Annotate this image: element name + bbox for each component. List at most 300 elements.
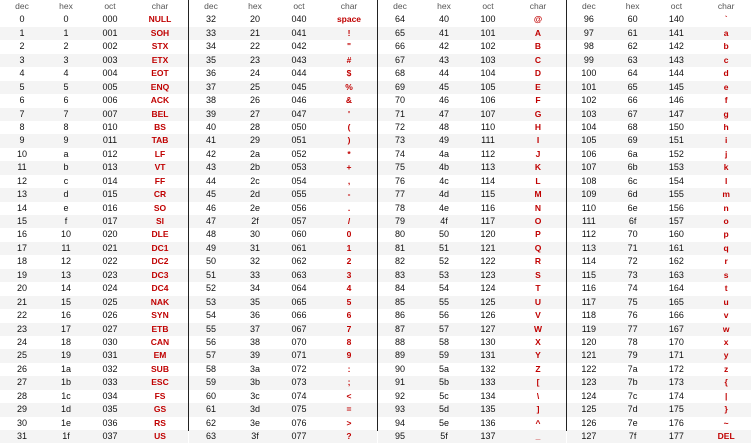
char-cell: ? — [346, 431, 352, 441]
dec-cell: 43 — [205, 162, 216, 173]
char-cell: LF — [154, 148, 166, 159]
dec-cell: 21 — [16, 296, 27, 307]
dec-cell: 42 — [205, 148, 216, 159]
table-row — [0, 54, 188, 67]
oct-cell: 000 — [102, 14, 118, 25]
table-row — [189, 269, 377, 282]
hex-cell: 3c — [250, 390, 260, 401]
char-cell: STX — [151, 41, 169, 52]
char-cell: 5 — [346, 296, 352, 307]
table-row — [378, 134, 566, 147]
char-cell: , — [347, 175, 351, 186]
table-row — [0, 323, 188, 336]
table-row — [189, 363, 377, 376]
char-cell: c — [723, 54, 729, 65]
oct-cell: 171 — [668, 350, 684, 361]
oct-cell: 130 — [480, 336, 496, 347]
table-row — [567, 81, 751, 94]
char-cell: { — [724, 377, 728, 388]
hex-cell: 54 — [438, 283, 449, 294]
hex-cell: 5 — [63, 81, 69, 92]
table-row — [189, 202, 377, 215]
table-row — [0, 417, 188, 430]
hex-cell: 58 — [438, 336, 449, 347]
dec-cell: 35 — [205, 54, 216, 65]
oct-cell: 045 — [291, 81, 307, 92]
char-cell: ^ — [535, 417, 541, 428]
char-cell: j — [724, 148, 728, 159]
oct-cell: 011 — [102, 135, 118, 146]
table-row — [567, 175, 751, 188]
dec-cell: 127 — [581, 431, 597, 441]
char-cell: F — [535, 95, 541, 106]
char-cell: x — [723, 336, 729, 347]
hex-cell: 4b — [438, 162, 449, 173]
char-cell: . — [347, 202, 351, 213]
dec-cell: 86 — [394, 310, 405, 321]
table-row — [378, 161, 566, 174]
dec-cell: 31 — [16, 431, 27, 441]
hex-cell: 4a — [438, 148, 449, 159]
table-row — [189, 54, 377, 67]
oct-cell: 041 — [291, 27, 307, 38]
oct-cell: 014 — [102, 175, 118, 186]
table-row — [378, 336, 566, 349]
dec-cell: 56 — [205, 336, 216, 347]
char-cell: G — [534, 108, 542, 119]
dec-cell: 65 — [394, 27, 405, 38]
dec-cell: 84 — [394, 283, 405, 294]
table-row — [567, 202, 751, 215]
hex-cell: 60 — [627, 14, 638, 25]
table-row — [567, 309, 751, 322]
dec-cell: 53 — [205, 296, 216, 307]
char-cell: @ — [533, 14, 543, 25]
dec-cell: 105 — [581, 135, 597, 146]
hex-cell: 7b — [627, 377, 638, 388]
hex-cell: 62 — [627, 41, 638, 52]
oct-cell: 052 — [291, 148, 307, 159]
column-header: oct — [104, 1, 116, 11]
oct-cell: 022 — [102, 256, 118, 267]
oct-cell: 127 — [480, 323, 496, 334]
char-cell: + — [346, 162, 352, 173]
hex-cell: 39 — [249, 350, 260, 361]
dec-cell: 78 — [394, 202, 405, 213]
table-row — [189, 134, 377, 147]
char-cell: SYN — [151, 310, 169, 321]
oct-cell: 165 — [668, 296, 684, 307]
table-row — [0, 27, 188, 40]
hex-cell: 5c — [439, 390, 449, 401]
dec-cell: 97 — [583, 27, 594, 38]
dec-cell: 4 — [19, 68, 25, 79]
hex-cell: 28 — [249, 121, 260, 132]
hex-cell: 7e — [627, 417, 638, 428]
dec-cell: 50 — [205, 256, 216, 267]
char-cell: > — [346, 417, 352, 428]
hex-cell: 37 — [249, 323, 260, 334]
hex-cell: 3a — [249, 363, 260, 374]
dec-cell: 118 — [581, 310, 597, 321]
char-cell: NAK — [150, 296, 170, 307]
header-row — [378, 0, 566, 13]
char-cell: ; — [347, 377, 351, 388]
column-header: hex — [625, 1, 640, 11]
char-cell: _ — [535, 431, 541, 441]
dec-cell: 33 — [205, 27, 216, 38]
dec-cell: 22 — [16, 310, 27, 321]
char-cell: 3 — [346, 269, 352, 280]
hex-cell: 13 — [60, 269, 71, 280]
oct-cell: 050 — [291, 121, 307, 132]
char-cell: [ — [536, 377, 540, 388]
table-row — [567, 417, 751, 430]
table-row — [567, 188, 751, 201]
hex-cell: 48 — [438, 121, 449, 132]
oct-cell: 037 — [102, 431, 118, 441]
table-row — [0, 269, 188, 282]
char-cell: 4 — [346, 283, 352, 294]
char-cell: # — [346, 54, 352, 65]
char-cell: \ — [536, 390, 540, 401]
oct-cell: 006 — [102, 95, 118, 106]
char-cell: z — [724, 363, 729, 374]
dec-cell: 111 — [582, 216, 596, 226]
dec-cell: 38 — [205, 95, 216, 106]
oct-cell: 067 — [291, 323, 307, 334]
dec-cell: 98 — [583, 41, 594, 52]
char-cell: W — [533, 323, 543, 334]
table-row — [378, 175, 566, 188]
table-row — [0, 13, 188, 26]
oct-cell: 122 — [480, 256, 496, 267]
dec-cell: 77 — [394, 189, 405, 200]
hex-cell: 41 — [438, 27, 449, 38]
column-header: dec — [582, 1, 596, 11]
char-cell: g — [723, 108, 729, 119]
oct-cell: 141 — [668, 27, 684, 38]
char-cell: EOT — [151, 68, 169, 79]
hex-cell: 59 — [438, 350, 449, 361]
oct-cell: 010 — [102, 121, 118, 132]
table-row — [567, 282, 751, 295]
hex-cell: 4c — [439, 175, 449, 186]
char-cell: e — [723, 81, 729, 92]
oct-cell: 053 — [291, 162, 307, 173]
ascii-block — [377, 0, 566, 441]
oct-cell: 047 — [291, 108, 307, 119]
char-cell: FS — [154, 390, 166, 401]
ascii-block — [0, 0, 188, 441]
oct-cell: 024 — [102, 283, 118, 294]
table-row — [189, 215, 377, 228]
hex-cell: 11 — [61, 242, 71, 253]
hex-cell: 6e — [627, 202, 638, 213]
hex-cell: 3f — [251, 431, 259, 441]
table-row — [567, 242, 751, 255]
char-cell: q — [723, 242, 729, 253]
table-row — [567, 54, 751, 67]
oct-cell: 143 — [668, 54, 684, 65]
char-cell: C — [534, 54, 542, 65]
hex-cell: 2c — [250, 175, 260, 186]
dec-cell: 5 — [19, 81, 25, 92]
oct-cell: 142 — [668, 41, 684, 52]
table-row — [567, 40, 751, 53]
char-cell: GS — [153, 404, 167, 415]
char-cell: w — [722, 323, 730, 334]
char-cell: = — [346, 404, 352, 415]
oct-cell: 055 — [291, 189, 307, 200]
column-header: oct — [670, 1, 683, 11]
hex-cell: 76 — [627, 310, 638, 321]
column-header: oct — [482, 1, 494, 11]
hex-cell: 70 — [627, 229, 638, 240]
dec-cell: 69 — [394, 81, 405, 92]
table-row — [189, 242, 377, 255]
hex-cell: 5b — [438, 377, 449, 388]
dec-cell: 13 — [16, 189, 27, 200]
char-cell: O — [534, 216, 542, 226]
dec-cell: 28 — [16, 390, 27, 401]
oct-cell: 007 — [102, 108, 118, 119]
char-cell: d — [723, 68, 729, 79]
hex-cell: 5f — [440, 431, 448, 441]
hex-cell: e — [63, 202, 69, 213]
oct-cell: 146 — [668, 95, 684, 106]
hex-cell: 30 — [249, 229, 260, 240]
oct-cell: 100 — [480, 14, 496, 25]
hex-cell: 47 — [438, 108, 449, 119]
dec-cell: 15 — [16, 216, 27, 226]
table-row — [378, 202, 566, 215]
dec-cell: 34 — [205, 41, 216, 52]
oct-cell: 036 — [102, 417, 118, 428]
table-row — [567, 336, 751, 349]
char-cell: n — [723, 202, 729, 213]
char-cell: X — [535, 336, 541, 347]
char-cell: BS — [154, 121, 166, 132]
oct-cell: 042 — [291, 41, 307, 52]
dec-cell: 94 — [394, 417, 405, 428]
dec-cell: 73 — [394, 135, 405, 146]
dec-cell: 104 — [581, 121, 597, 132]
char-cell: DLE — [151, 229, 169, 240]
char-cell: } — [724, 404, 728, 415]
table-row — [378, 282, 566, 295]
oct-cell: 035 — [102, 404, 118, 415]
table-row — [567, 323, 751, 336]
oct-cell: 076 — [291, 417, 307, 428]
table-row — [378, 349, 566, 362]
oct-cell: 144 — [668, 68, 684, 79]
dec-cell: 113 — [581, 242, 597, 253]
char-cell: DC4 — [151, 283, 169, 294]
oct-cell: 160 — [668, 229, 684, 240]
oct-cell: 125 — [480, 296, 496, 307]
dec-cell: 23 — [16, 323, 27, 334]
hex-cell: f — [64, 216, 68, 226]
header-row — [189, 0, 377, 13]
oct-cell: 106 — [480, 95, 496, 106]
dec-cell: 83 — [394, 269, 405, 280]
table-row — [0, 94, 188, 107]
oct-cell: 104 — [480, 68, 496, 79]
oct-cell: 061 — [291, 242, 307, 253]
oct-cell: 133 — [480, 377, 496, 388]
oct-cell: 001 — [102, 27, 118, 38]
hex-cell: a — [63, 148, 69, 159]
oct-cell: 155 — [668, 189, 684, 200]
dec-cell: 32 — [205, 14, 216, 25]
char-cell: Y — [535, 350, 541, 361]
oct-cell: 033 — [102, 377, 118, 388]
char-cell: p — [723, 229, 729, 240]
dec-cell: 120 — [581, 336, 597, 347]
column-header: char — [529, 1, 547, 11]
hex-cell: 51 — [438, 242, 449, 253]
hex-cell: 69 — [627, 135, 638, 146]
oct-cell: 151 — [668, 135, 684, 146]
table-row — [0, 67, 188, 80]
char-cell: i — [724, 135, 728, 146]
column-header: oct — [293, 1, 305, 11]
char-cell: DC1 — [151, 242, 169, 253]
hex-cell: 20 — [249, 14, 260, 25]
oct-cell: 075 — [291, 404, 307, 415]
char-cell: S — [535, 269, 541, 280]
column-header: dec — [393, 1, 407, 11]
oct-cell: 043 — [291, 54, 307, 65]
dec-cell: 58 — [205, 363, 216, 374]
table-row — [567, 108, 751, 121]
table-row — [0, 161, 188, 174]
oct-cell: 027 — [102, 323, 118, 334]
table-row — [189, 27, 377, 40]
char-cell: DC3 — [151, 269, 169, 280]
table-row — [378, 108, 566, 121]
hex-cell: 73 — [627, 269, 638, 280]
oct-cell: 173 — [668, 377, 684, 388]
dec-cell: 90 — [394, 363, 405, 374]
dec-cell: 121 — [581, 350, 597, 361]
table-row — [0, 255, 188, 268]
oct-cell: 046 — [291, 95, 307, 106]
char-cell: I — [536, 135, 540, 146]
dec-cell: 92 — [394, 390, 405, 401]
oct-cell: 015 — [102, 189, 118, 200]
dec-cell: 16 — [16, 229, 27, 240]
char-cell: u — [723, 296, 729, 307]
table-row — [567, 269, 751, 282]
hex-cell: 32 — [249, 256, 260, 267]
char-cell: | — [724, 390, 728, 401]
hex-cell: 2b — [249, 162, 260, 173]
table-row — [567, 94, 751, 107]
char-cell: VT — [154, 162, 166, 173]
dec-cell: 88 — [394, 336, 405, 347]
hex-cell: 46 — [438, 95, 449, 106]
dec-cell: 123 — [581, 377, 597, 388]
char-cell: / — [347, 216, 351, 226]
table-row — [378, 242, 566, 255]
char-cell: $ — [346, 68, 352, 79]
dec-cell: 119 — [581, 323, 597, 334]
char-cell: * — [347, 148, 351, 159]
table-row — [189, 148, 377, 161]
hex-cell: 23 — [249, 54, 260, 65]
dec-cell: 20 — [16, 283, 27, 294]
char-cell: 7 — [346, 323, 352, 334]
dec-cell: 45 — [205, 189, 216, 200]
char-cell: SOH — [150, 27, 170, 38]
table-row — [567, 296, 751, 309]
oct-cell: 176 — [668, 417, 684, 428]
hex-cell: 6a — [627, 148, 638, 159]
oct-cell: 161 — [668, 242, 684, 253]
char-cell: SUB — [151, 363, 169, 374]
oct-cell: 066 — [291, 310, 307, 321]
char-cell: ' — [347, 108, 351, 119]
oct-cell: 140 — [668, 14, 684, 25]
char-cell: NULL — [148, 14, 172, 25]
dec-cell: 95 — [394, 431, 405, 441]
oct-cell: 005 — [102, 81, 118, 92]
oct-cell: 174 — [668, 390, 684, 401]
hex-cell: 14 — [60, 283, 71, 294]
dec-cell: 37 — [205, 81, 216, 92]
char-cell: U — [534, 296, 542, 307]
char-cell: a — [723, 27, 729, 38]
dec-cell: 2 — [19, 41, 25, 52]
table-row — [189, 40, 377, 53]
table-row — [189, 296, 377, 309]
dec-cell: 91 — [394, 377, 405, 388]
hex-cell: 2d — [249, 189, 260, 200]
oct-cell: 002 — [102, 41, 118, 52]
hex-cell: 61 — [627, 27, 638, 38]
oct-cell: 177 — [668, 431, 684, 441]
oct-cell: 070 — [291, 336, 307, 347]
dec-cell: 108 — [581, 175, 597, 186]
dec-cell: 80 — [394, 229, 405, 240]
table-row — [189, 228, 377, 241]
oct-cell: 114 — [480, 175, 496, 186]
dec-cell: 6 — [19, 95, 25, 106]
hex-cell: 26 — [249, 95, 260, 106]
char-cell: b — [723, 41, 729, 52]
hex-cell: 56 — [438, 310, 449, 321]
dec-cell: 82 — [394, 256, 405, 267]
table-row — [378, 81, 566, 94]
column-header: dec — [15, 1, 29, 11]
hex-cell: 17 — [60, 323, 71, 334]
dec-cell: 3 — [19, 54, 25, 65]
table-row — [378, 417, 566, 430]
dec-cell: 30 — [16, 417, 27, 428]
hex-cell: 4f — [440, 216, 448, 226]
oct-cell: 103 — [480, 54, 496, 65]
char-cell: Z — [535, 363, 541, 374]
dec-cell: 110 — [581, 202, 597, 213]
oct-cell: 064 — [291, 283, 307, 294]
hex-cell: 2f — [251, 216, 259, 226]
hex-cell: 50 — [438, 229, 449, 240]
char-cell: s — [723, 269, 729, 280]
hex-cell: 4e — [438, 202, 449, 213]
column-header: hex — [437, 1, 451, 11]
